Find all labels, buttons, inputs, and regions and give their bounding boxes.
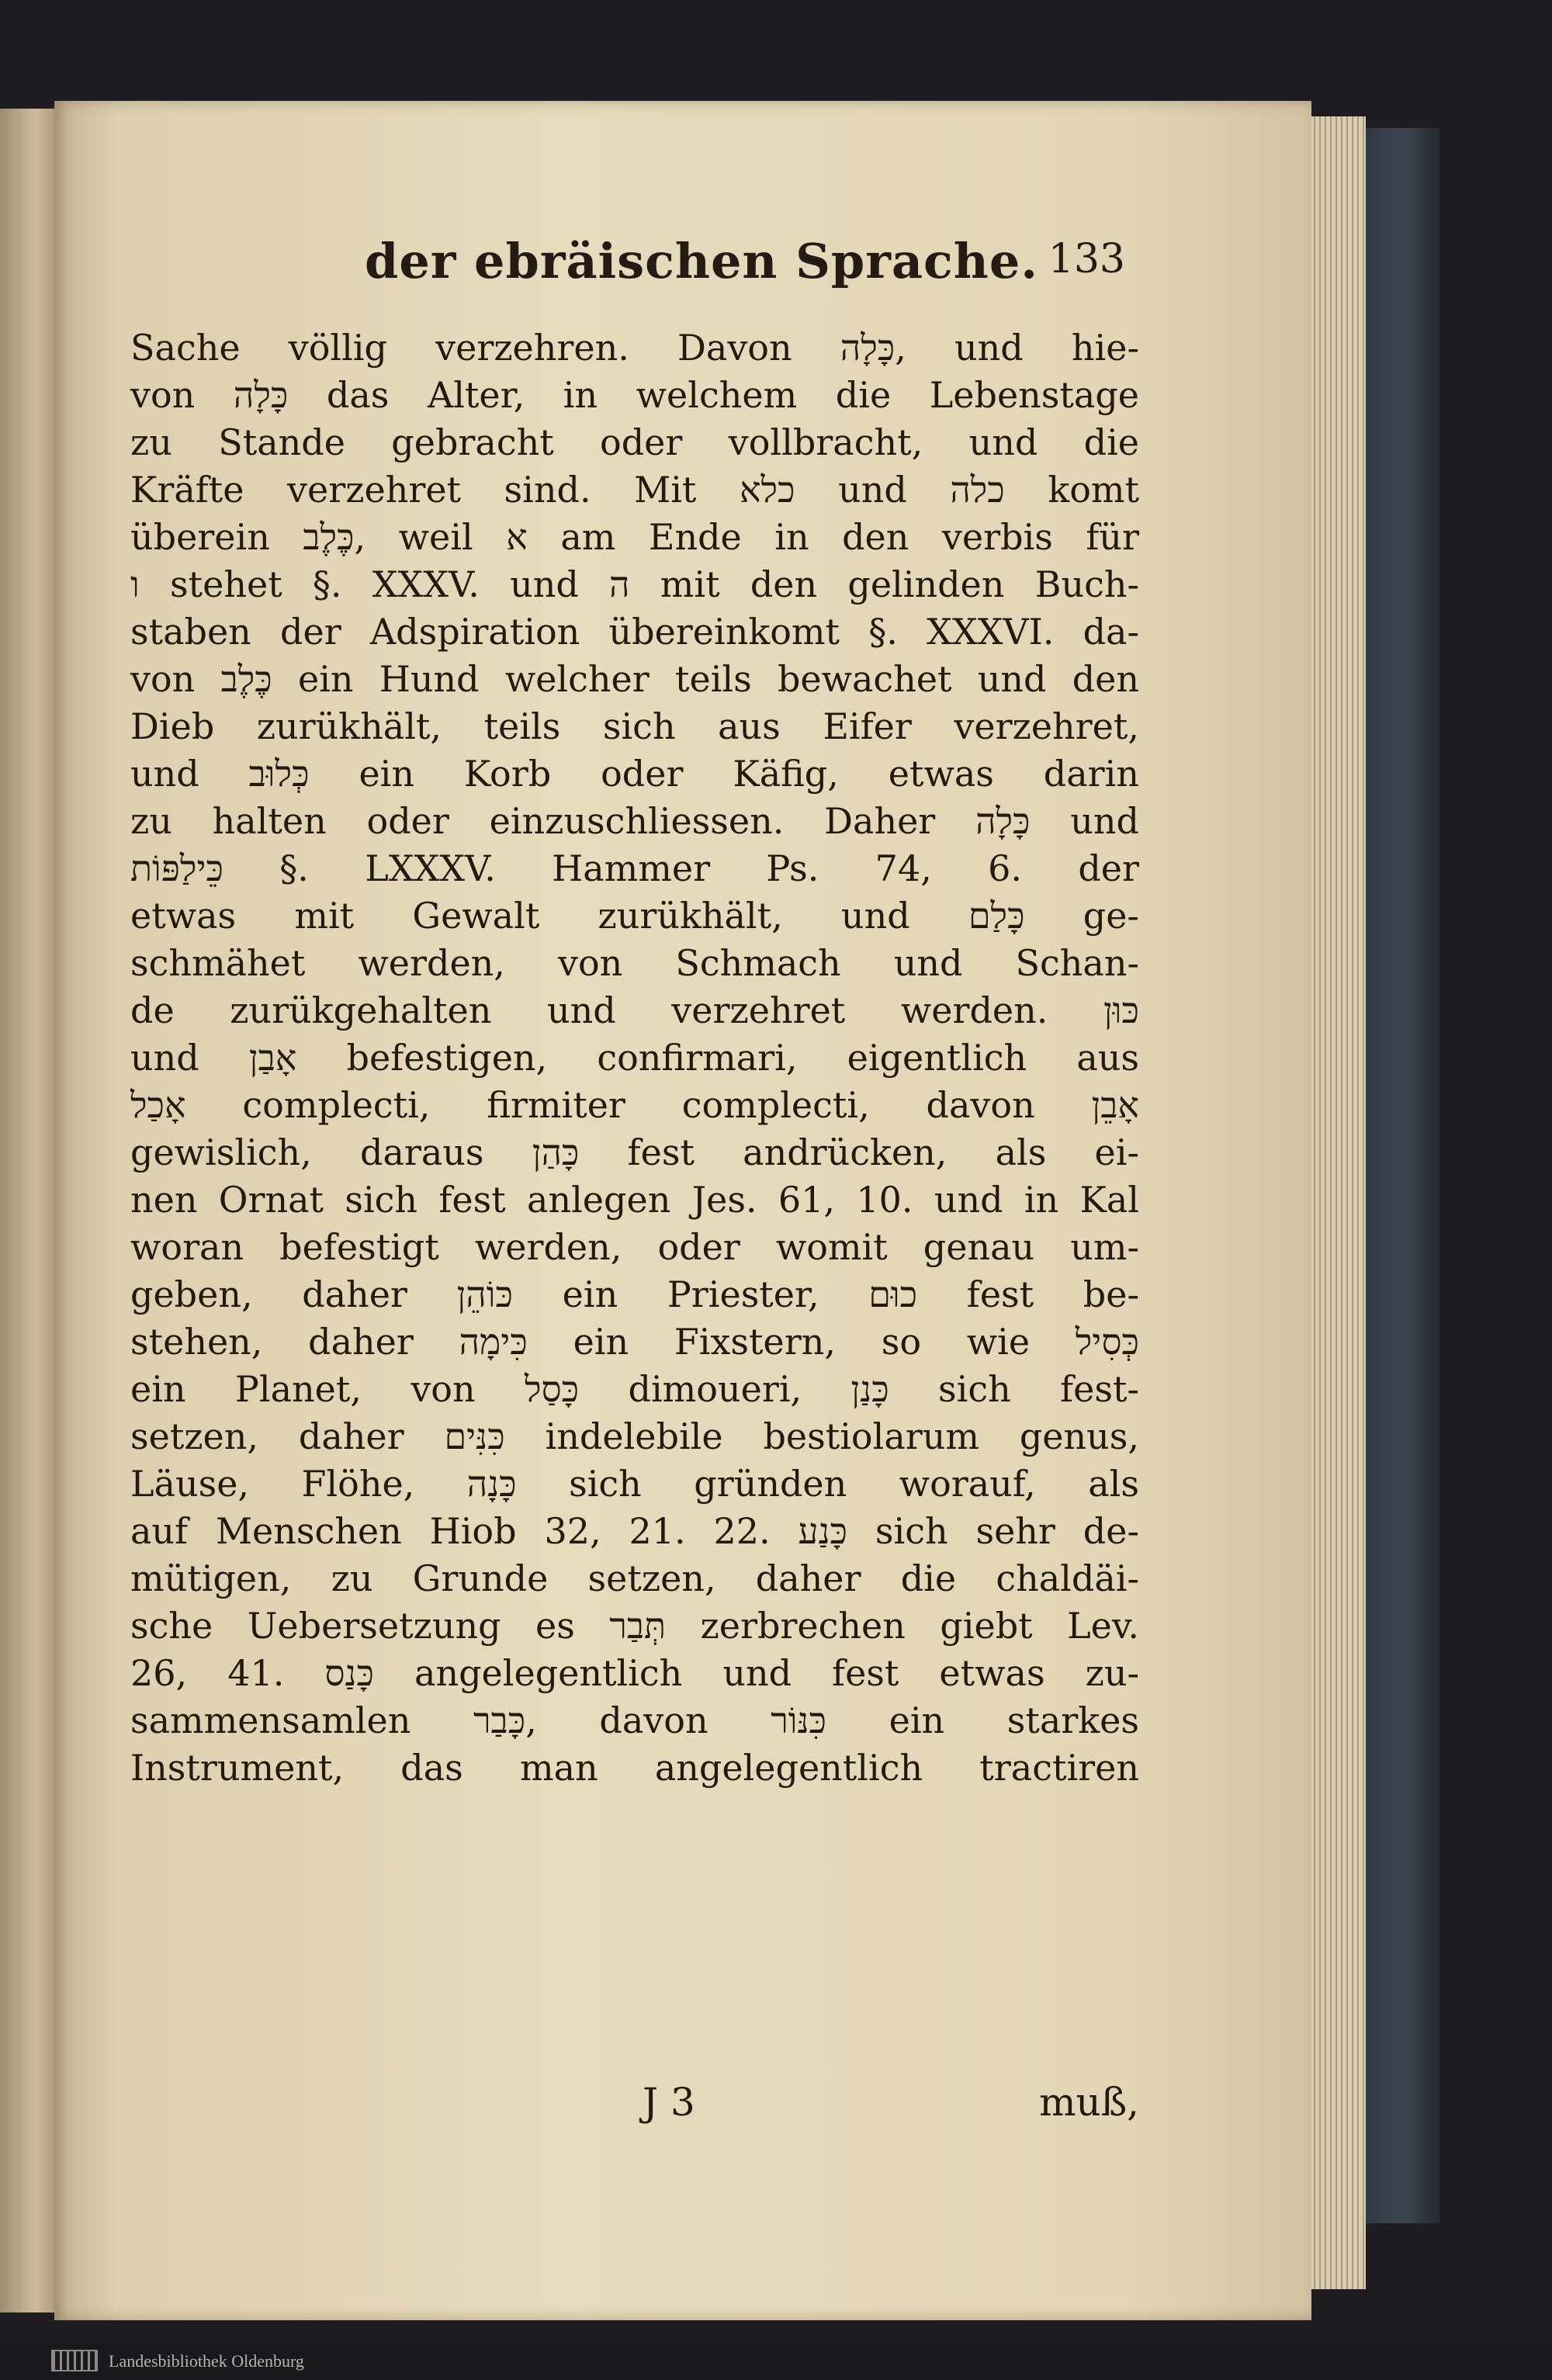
text-line: Instrument, das man angelegentlich tractiren (130, 1747, 1139, 1789)
text-line: nen Ornat sich fest anlegen Jes. 61, 10. und in Kal (130, 1179, 1139, 1221)
text-line: von כָּלָה das Alter, in welchem die Lebenstage (130, 374, 1139, 416)
text-line: כֵּילַפּוֹת §. LXXXV. Hammer Ps. 74, 6. der (130, 847, 1139, 889)
text-line: mütigen, zu Grunde setzen, daher die chaldäi- (130, 1557, 1139, 1599)
page-header (318, 233, 1125, 303)
body-text (130, 324, 1139, 1792)
text-line: staben der Adspiration übereinkomt §. XXXVI. da- (130, 611, 1139, 653)
left-page-edge (0, 109, 58, 2312)
text-line: überein כֶּלֶב, weil א am Ende in den verbis für (130, 516, 1140, 558)
text-line: auf Menschen Hiob 32, 21. 22. כָּנַע sich sehr de- (130, 1510, 1139, 1552)
text-line: und כְּלוּב ein Korb oder Käfig, etwas darin (130, 753, 1139, 795)
text-line: sammensamlen כָּבַר, davon כִּנּוֹר ein starkes (130, 1699, 1139, 1741)
text-line: schmähet werden, von Schmach und Schan- (130, 942, 1139, 984)
library-logo-icon (51, 2350, 98, 2371)
text-line: setzen, daher כִּנִּים indelebile bestiolarum genus, (130, 1415, 1139, 1457)
running-title: der ebräischen Sprache. (365, 233, 1038, 289)
text-line: von כֶּלֶב ein Hund welcher teils bewachet und den (130, 658, 1140, 700)
text-line: geben, daher כּוֹהֵן ein Priester, כוּם fest be- (130, 1273, 1139, 1315)
text-line: zu halten oder einzuschliessen. Daher כָּלָה und (130, 800, 1139, 842)
text-line: zu Stande gebracht oder vollbracht, und die (130, 421, 1139, 463)
text-line: Läuse, Flöhe, כָּנָה sich gründen worauf, als (130, 1463, 1139, 1505)
text-line: Kräfte verzehret sind. Mit כלא und כלה komt (130, 469, 1139, 511)
text-line: etwas mit Gewalt zurükhält, und כָּלַם ge- (130, 895, 1139, 937)
text-line: ein Planet, von כָּסַל dimoueri, כָּנַן sich fest- (130, 1368, 1139, 1410)
footer-bar (0, 2342, 1552, 2380)
footer-institution: Landesbibliothek Oldenburg (109, 2351, 304, 2371)
catchword: muß, (1039, 2080, 1139, 2125)
signature-mark: J 3 (643, 2080, 695, 2125)
catch-line (130, 2080, 1139, 2134)
text-line: woran befestigt werden, oder womit genau um- (130, 1226, 1139, 1268)
text-line: Sache völlig verzehren. Davon כָּלָה, und hie- (130, 327, 1139, 369)
text-line: stehen, daher כִּימָה ein Fixstern, so wie כְּסִיל (130, 1321, 1139, 1363)
text-line: ו stehet §. XXXV. und ה mit den gelinden Buch- (130, 563, 1139, 605)
book-cover-edge (1354, 128, 1439, 2223)
text-line: und אָבַן befestigen, confirmari, eigentlich aus (130, 1037, 1139, 1079)
text-line: sche Uebersetzung es תְּבַר zerbrechen giebt Lev. (130, 1605, 1139, 1647)
text-line: אָכַל complecti, firmiter complecti, davon אָבֵן (130, 1084, 1139, 1126)
text-line: de zurükgehalten und verzehret werden. כּוּן (130, 989, 1139, 1031)
text-line: 26, 41. כָּנַס angelegentlich und fest etwas zu- (130, 1652, 1139, 1694)
text-line: gewislich, daraus כָּהַן fest andrücken, als ei- (130, 1131, 1139, 1173)
page-number: 133 (1048, 236, 1125, 282)
text-line: Dieb zurükhält, teils sich aus Eifer verzehret, (130, 705, 1139, 747)
